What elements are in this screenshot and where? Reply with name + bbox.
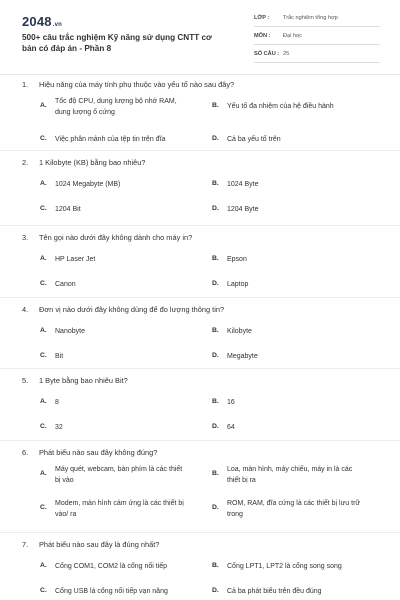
meta-row [254, 49, 380, 63]
question-divider [0, 225, 400, 226]
question-number: 3. [22, 233, 29, 242]
option-letter: A. [40, 327, 47, 334]
option-letter: D. [212, 504, 219, 511]
option-text: Việc phân mảnh của tệp tin trên đĩa [55, 136, 166, 143]
question-stem: Phát biểu nào sau đây là đúng nhất? [39, 540, 160, 549]
option-letter: A. [40, 255, 47, 262]
question-divider [0, 150, 400, 151]
question-divider [0, 297, 400, 298]
option-text: 8 [55, 399, 59, 406]
question-number: 4. [22, 305, 29, 314]
option-text: Cổng USB là cổng nối tiếp vạn năng [55, 588, 168, 595]
question-text [22, 80, 234, 89]
question-text [22, 158, 145, 167]
question-stem: Phát biểu nào sau đây không đúng? [39, 448, 158, 457]
option-letter: C. [40, 504, 47, 511]
question-text [22, 305, 224, 314]
meta-value: Đại học [283, 33, 302, 39]
option-text: Canon [55, 281, 76, 288]
page-header [0, 0, 400, 66]
option-letter: B. [212, 327, 219, 334]
option-text: Yếu tố đa nhiệm của hệ điều hành [227, 103, 334, 110]
option-letter: A. [40, 398, 47, 405]
question-number: 5. [22, 376, 29, 385]
option-text: vào/ ra [55, 510, 77, 518]
option-letter: C. [40, 135, 47, 142]
question-stem: Hiệu năng của máy tính phụ thuộc vào yếu tố nào sau đây? [39, 80, 235, 89]
question-number: 2. [22, 158, 29, 167]
option-letter: C. [40, 587, 47, 594]
option-letter: B. [212, 398, 219, 405]
option-text: Laptop [227, 281, 249, 288]
option-text: 64 [227, 424, 235, 431]
meta-value: 25 [283, 51, 290, 57]
option-text: 32 [55, 424, 63, 431]
option-letter: C. [40, 423, 47, 430]
option-text: thiết bị ra [227, 476, 256, 484]
option-text: Modem, màn hình cảm ứng là các thiết bị [55, 500, 184, 507]
question-text [22, 448, 157, 457]
option-letter: A. [40, 180, 47, 187]
question-number: 1. [22, 80, 29, 89]
question-stem: Đơn vị nào dưới đây không dùng để đo lượng thông tin? [39, 305, 225, 314]
option-letter: A. [40, 470, 47, 477]
option-text: Cổng LPT1, LPT2 là cổng song song [227, 563, 342, 570]
option-letter: B. [212, 255, 219, 262]
site-logo[interactable] [22, 14, 62, 29]
question-divider [0, 532, 400, 533]
meta-row [254, 13, 380, 27]
option-text: dung lượng ổ cứng [55, 108, 115, 116]
option-letter: C. [40, 280, 47, 287]
option-letter: B. [212, 180, 219, 187]
document-meta [254, 13, 380, 67]
option-text: 1024 Byte [227, 181, 259, 188]
option-text: trong [227, 510, 243, 518]
logo-text: 2048 [22, 14, 52, 29]
option-letter: A. [40, 102, 47, 109]
question-divider [0, 368, 400, 369]
option-text: 1204 Bit [55, 206, 81, 213]
option-text: 16 [227, 399, 235, 406]
option-text: Tốc độ CPU, dung lượng bộ nhớ RAM, [55, 98, 177, 105]
option-letter: B. [212, 562, 219, 569]
question-text [22, 233, 192, 242]
option-text: Cả ba yếu tố trên [227, 136, 281, 143]
question-text [22, 376, 128, 385]
option-letter: D. [212, 587, 219, 594]
option-text: 1024 Megabyte (MB) [55, 181, 121, 188]
logo-suffix: .vn [52, 22, 63, 28]
option-letter: B. [212, 102, 219, 109]
question-number: 6. [22, 448, 29, 457]
header-divider [0, 74, 400, 75]
option-letter: A. [40, 562, 47, 569]
option-text: Cổng COM1, COM2 là cổng nối tiếp [55, 563, 168, 570]
question-stem: 1 Byte bằng bao nhiêu Bit? [39, 376, 128, 385]
question-stem: 1 Kilobyte (KB) bằng bao nhiêu? [39, 158, 146, 167]
option-text: HP Laser Jet [55, 256, 96, 263]
document-title: 500+ câu trắc nghiệm Kỹ năng sử dụng CNTT cơ bản có đáp án - Phần 8 [22, 33, 212, 53]
option-text: Loa, màn hình, máy chiếu, máy in là các [227, 466, 353, 473]
option-text: bị vào [55, 476, 74, 484]
option-text: Cả ba phát biểu trên đều đúng [227, 588, 322, 595]
meta-label: SỐ CÂU : [254, 51, 280, 57]
option-letter: D. [212, 352, 219, 359]
meta-label: MÔN : [254, 33, 271, 39]
option-text: Máy quét, webcam, bàn phím là các thiết [55, 466, 183, 473]
option-letter: D. [212, 423, 219, 430]
option-text: Epson [227, 256, 247, 263]
option-text: Megabyte [227, 353, 258, 360]
option-letter: B. [212, 470, 219, 477]
option-text: Bit [55, 353, 64, 360]
option-letter: D. [212, 280, 219, 287]
option-letter: C. [40, 205, 47, 212]
option-text: Nanobyte [55, 328, 85, 335]
question-stem: Tên gọi nào dưới đây không dành cho máy in? [39, 233, 193, 242]
meta-row [254, 31, 380, 45]
question-text [22, 540, 159, 549]
option-letter: D. [212, 205, 219, 212]
meta-label: LỚP : [254, 15, 270, 21]
option-text: ROM, RAM, đĩa cứng là các thiết bị lưu trữ [227, 500, 361, 507]
question-divider [0, 440, 400, 441]
option-letter: C. [40, 352, 47, 359]
option-letter: D. [212, 135, 219, 142]
option-text: Kilobyte [227, 328, 252, 335]
option-text: 1204 Byte [227, 206, 259, 213]
question-number: 7. [22, 540, 29, 549]
meta-value: Trắc nghiệm tổng hợp [283, 15, 338, 21]
